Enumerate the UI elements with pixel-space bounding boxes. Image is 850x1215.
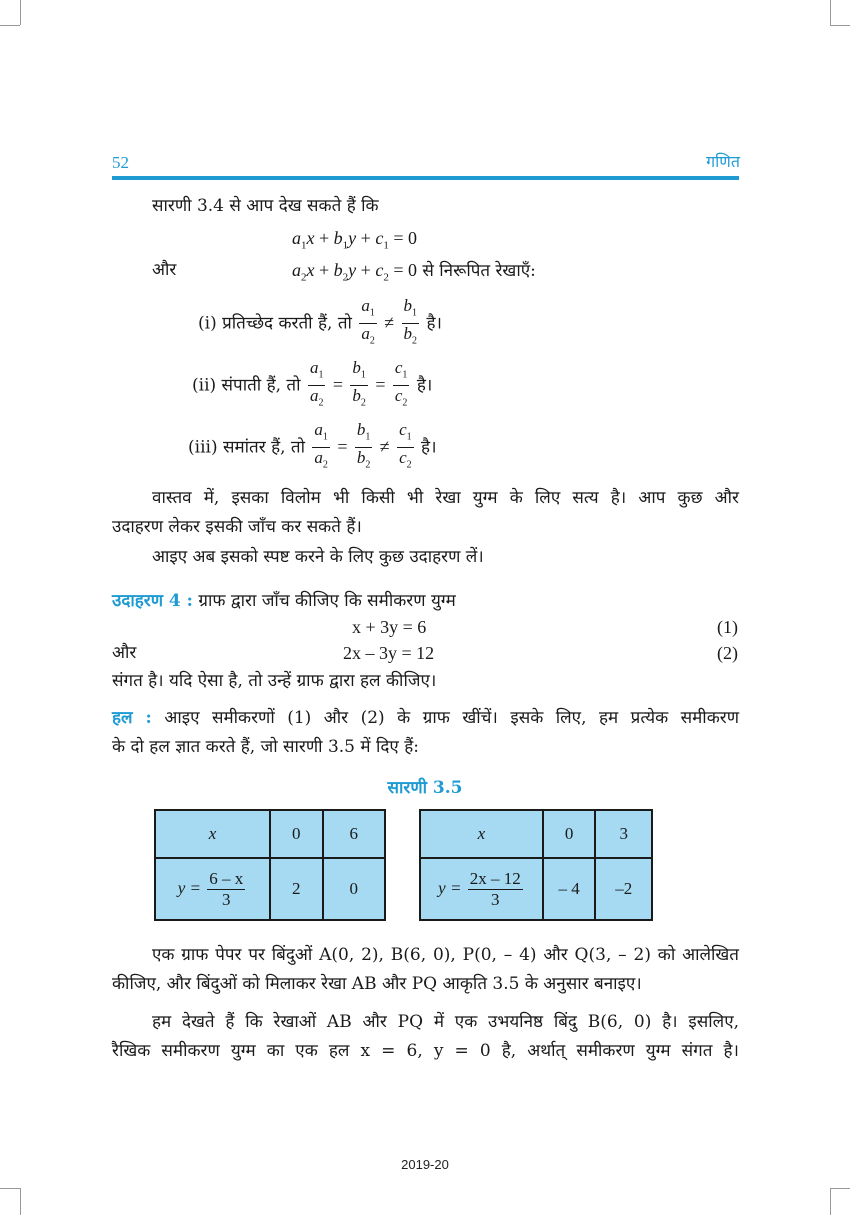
fraction: $\frac{c_1}{c_2}$: [399, 420, 412, 471]
paragraph-examples: आइए अब इसको स्पष्ट करने के लिए कुछ उदाहरण लें।: [152, 547, 484, 567]
crop-mark: [830, 1188, 831, 1215]
table-cell: 6: [323, 810, 385, 858]
solution-text-1: आइए समीकरणों (1) और (2) के ग्राफ खींचें। इसके लिए, हम प्रत्येक समीकरण: [164, 708, 740, 728]
table-title: सारणी 3.5: [387, 778, 463, 798]
fraction: $\frac{a_1}{a_2}$: [361, 296, 375, 347]
case-coincident-text: (ii) संपाती हैं, तो: [192, 375, 301, 396]
crop-mark: [830, 1188, 850, 1189]
fraction-numerator: 2x – 12: [469, 868, 521, 888]
table-header-x: x: [420, 810, 543, 858]
fraction-denominator: 3: [490, 889, 500, 909]
intro-text: सारणी 3.4 से आप देख सकते हैं कि: [152, 196, 379, 216]
table-cell: 0: [323, 858, 385, 920]
crop-mark: [830, 25, 850, 26]
table-cell: 2: [270, 858, 323, 920]
fraction-numerator: 6 – x: [209, 868, 244, 888]
table-cell: 0: [543, 810, 596, 858]
paragraph-plot-line-1: एक ग्राफ पेपर पर बिंदुओं A(0, 2), B(6, 0), P(0, – 4) और Q(3, – 2) को आलेखित: [152, 945, 739, 965]
example-aur: और: [112, 643, 137, 663]
case-coincident: (ii) संपाती हैं, तो $\frac{a_1}{a_2}$ = $\frac{b_1}{b_2}$ = $\frac{c_1}{c_2}$ है।: [192, 358, 432, 414]
table-header-y: [420, 858, 543, 920]
case-intersecting-suffix: है।: [426, 313, 442, 334]
equation-number-1: (1): [717, 617, 738, 637]
solution-label: हल :: [112, 708, 152, 728]
solution-line-2: के दो हल ज्ञात करते हैं, जो सारणी 3.5 में दिए हैं:: [112, 737, 419, 757]
fraction: $\frac{c_1}{c_2}$: [394, 358, 408, 409]
table-cell: – 4: [543, 858, 596, 920]
case-parallel: (iii) समांतर हैं, तो $\frac{a_1}{a_2}$ = $\frac{b_1}{b_2}$ ≠ $\frac{c_1}{c_2}$ है।: [188, 420, 437, 476]
paragraph-conclusion-line-2: रैखिक समीकरण युग्म का एक हल x = 6, y = 0 है, अर्थात् समीकरण युग्म संगत है।: [112, 1041, 739, 1061]
paragraph-plot-line-2: कीजिए, और बिंदुओं को मिलाकर रेखा AB और PQ आकृति 3.5 के अनुसार बनाइए।: [112, 974, 642, 994]
table-cell: 0: [270, 810, 323, 858]
crop-mark: [0, 25, 20, 26]
y-label: y =: [177, 877, 201, 897]
paragraph-converse-line-2: उदाहरण लेकर इसकी जाँच कर सकते हैं।: [112, 517, 362, 537]
crop-mark: [830, 0, 831, 25]
example-tail: संगत है। यदि ऐसा है, तो उन्हें ग्राफ द्वारा हल कीजिए।: [112, 671, 437, 691]
example-equation-2: 2x – 3y = 12: [343, 643, 435, 663]
example-heading: [112, 587, 456, 615]
fraction: $\frac{b_1}{b_2}$: [403, 296, 418, 347]
crop-mark: [0, 1188, 20, 1189]
solution-line-1: [112, 704, 739, 732]
case-coincident-suffix: है।: [416, 375, 433, 396]
table-header-y: [155, 858, 270, 920]
fraction: $\frac{b_1}{b_2}$: [356, 420, 371, 471]
case-intersecting-text: (i) प्रतिच्छेद करती हैं, तो: [198, 313, 352, 334]
fraction: $\frac{a_1}{a_2}$: [309, 358, 324, 409]
page-number: 52: [112, 153, 129, 172]
crop-mark: [20, 1188, 21, 1215]
solution-table-1: [154, 809, 386, 921]
case-parallel-text: (iii) समांतर हैं, तो: [188, 437, 306, 458]
example-equation-1: x + 3y = 6: [352, 617, 427, 637]
case-parallel-suffix: है।: [421, 437, 437, 458]
running-title: गणित: [706, 152, 740, 171]
fraction-denominator: 3: [221, 889, 231, 909]
fraction: $\frac{b_1}{b_2}$: [352, 358, 366, 409]
equation-line-1: $a_1x + b_1y + c_1 = 0$: [292, 228, 417, 252]
solution-table-2: [419, 809, 653, 921]
fraction: $\frac{a_1}{a_2}$: [314, 420, 328, 471]
y-label: y =: [438, 877, 462, 897]
equation-line-2-tail: से निरूपित रेखाएँ:: [422, 261, 536, 281]
paragraph-conclusion-line-1: हम देखते हैं कि रेखाओं AB और PQ में एक उभयनिष्ठ बिंदु B(6, 0) है। इसलिए,: [152, 1012, 739, 1032]
table-cell: 3: [595, 810, 652, 858]
table-header-x: x: [155, 810, 270, 858]
fraction: [207, 869, 245, 910]
crop-mark: [20, 0, 21, 25]
equation-line-2: $a_2x + b_2y + c_2 = 0$ से निरूपित रेखाएँ:: [292, 260, 536, 284]
example-label: उदाहरण 4 :: [112, 591, 193, 611]
example-text: ग्राफ द्वारा जाँच कीजिए कि समीकरण युग्म: [198, 591, 456, 611]
fraction: [468, 869, 523, 910]
table-cell: –2: [595, 858, 652, 920]
paragraph-converse-line-1: वास्तव में, इसका विलोम भी किसी भी रेखा युग्म के लिए सत्य है। आप कुछ और: [152, 488, 739, 508]
equation-number-2: (2): [717, 643, 738, 663]
case-intersecting: (i) प्रतिच्छेद करती हैं, तो $\frac{a_1}{a_2}$ ≠ $\frac{b_1}{b_2}$ है।: [198, 296, 442, 352]
header-rule: [112, 176, 739, 180]
aur-label: और: [152, 260, 177, 280]
footer-year: 2019-20: [401, 1157, 449, 1172]
